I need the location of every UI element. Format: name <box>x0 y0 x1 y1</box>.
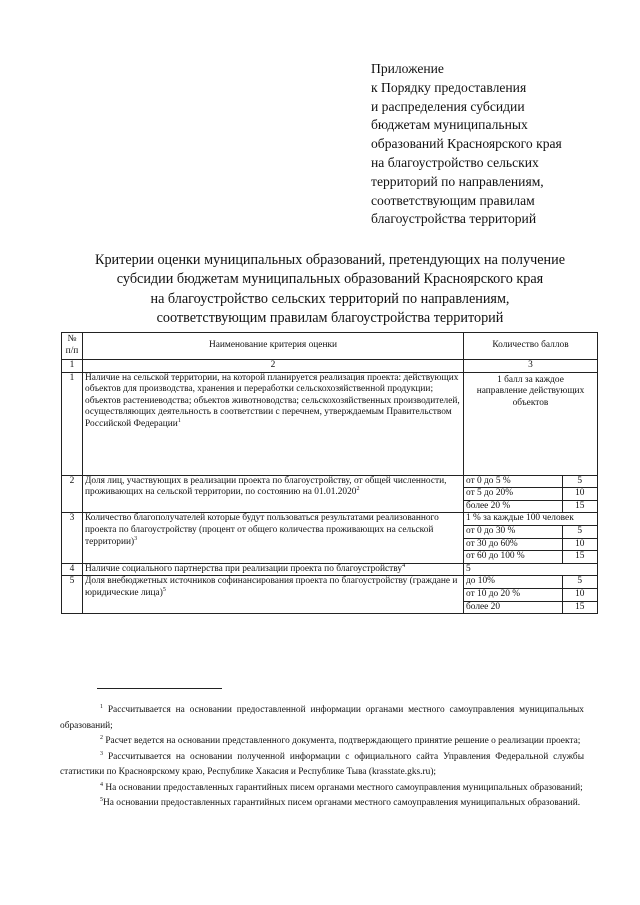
appendix-line: соответствующим правилам <box>371 192 535 208</box>
range-label: от 10 до 20 % <box>464 588 562 601</box>
appendix-line: бюджетам муниципальных <box>371 117 528 133</box>
col-header-number: № п/п <box>62 333 83 360</box>
footnote-mark: 4 <box>402 562 406 569</box>
row-number: 3 <box>62 513 83 563</box>
footnote-mark: 3 <box>100 750 103 757</box>
index-row <box>62 360 598 373</box>
footnote-mark: 1 <box>177 417 181 424</box>
criteria-table <box>61 332 598 614</box>
appendix-line: территорий по направлениям, <box>371 173 544 189</box>
range-points: 10 <box>562 588 597 601</box>
appendix-line: к Порядку предоставления <box>371 79 527 95</box>
footnote: $^4$ На основании предоставленных гарантийных писем органами местного самоуправления муниципальных образований; <box>100 781 583 793</box>
criterion-name: Доля внебюджетных источников софинансирования проекта по благоустройству (граждане и юридические лица)$^5$ <box>83 576 464 614</box>
score-ranges <box>464 576 598 614</box>
table-row <box>62 563 598 576</box>
range-points: 5 <box>562 525 597 538</box>
col-header-score: Количество баллов <box>464 333 598 360</box>
footnote: $^3$ Рассчитывается на основании полученной информации с официального сайта Управления Федеральной службы статистики по Красноярскому краю, Республике Хакасия и Республике Тыва (krasstate.gks.ru); <box>60 750 584 777</box>
header-row <box>62 333 598 360</box>
footnote-mark: 3 <box>134 535 138 542</box>
table-row <box>62 475 598 513</box>
score-ranges <box>464 475 598 513</box>
appendix-note <box>371 60 631 229</box>
range-points: 5 <box>562 476 597 488</box>
range-points: 15 <box>562 500 597 512</box>
score-text: 5 <box>464 563 598 576</box>
footnote: $^1$ Рассчитывается на основании предоставленной информации органами местного самоуправления муниципальных образований; <box>60 703 584 731</box>
score-ranges <box>464 513 598 563</box>
footnote: $^5$На основании предоставленных гарантийных писем органами местного самоуправления муниципальных образований. <box>100 796 581 808</box>
row-number: 2 <box>62 475 83 513</box>
range-points: 10 <box>562 488 597 501</box>
appendix-line: и распределения субсидии <box>371 98 525 114</box>
footnote-mark: 2 <box>100 734 103 741</box>
appendix-line: благоустройства территорий <box>371 211 537 227</box>
footnote-divider <box>97 688 222 689</box>
footnote-mark: 5 <box>162 586 166 593</box>
range-label: от 60 до 100 % <box>466 551 525 562</box>
range-label: от 5 до 20% <box>464 488 562 501</box>
footnotes <box>60 703 584 812</box>
footnote-mark: 4 <box>100 781 103 788</box>
title-line: Критерии оценки муниципальных образований, претендующих на получение <box>94 252 566 268</box>
title-line: субсидии бюджетам муниципальных образований Красноярского края <box>116 271 544 288</box>
range-label: от 30 до 60% <box>464 538 562 551</box>
index-cell: 2 <box>83 360 464 373</box>
row-number: 4 <box>62 563 83 576</box>
title-line: соответствующим правилам благоустройства территорий <box>156 309 504 326</box>
footnote-mark: 2 <box>356 486 360 493</box>
appendix-line: образований Красноярского края <box>371 136 562 152</box>
range-label: более 20 <box>466 601 501 612</box>
range-label: от 0 до 5 % <box>464 476 562 488</box>
table-row <box>62 513 598 563</box>
appendix-line: Приложение <box>371 61 444 76</box>
range-points: 15 <box>562 551 597 563</box>
row-number: 1 <box>62 372 83 475</box>
score-text: 1 балл за каждое направление действующих объектов <box>464 372 598 475</box>
range-points: 5 <box>562 576 597 588</box>
table-row <box>62 372 598 475</box>
index-cell: 1 <box>62 360 83 373</box>
score-head: 1 % за каждые 100 человек <box>464 513 597 525</box>
range-label: более 20 % <box>466 500 511 511</box>
appendix-line: на благоустройство сельских <box>371 154 539 170</box>
criterion-name: Доля лиц, участвующих в реализации проекта по благоустройству, от общей численности, проживающих на сельской территории, по состоянию на 01.01.2020$^2$ <box>83 475 464 513</box>
range-label: от 0 до 30 % <box>464 525 562 538</box>
range-label: до 10% <box>464 576 562 588</box>
title-line: на благоустройство сельских территорий по направлениям, <box>150 290 510 307</box>
footnote: $^2$ Расчет ведется на основании представленного документа, подтверждающего принятие решение о реализации проекта; <box>100 734 581 746</box>
row-number: 5 <box>62 576 83 614</box>
criterion-name: Наличие социального партнерства при реализации проекта по благоустройству$^4$ <box>83 563 464 576</box>
criterion-name: Количество благополучателей которые будут пользоваться результатами реализованного проекта по благоустройству (процент от общего количества проживающих на сельской территории)$^3$ <box>83 513 464 563</box>
col-header-name: Наименование критерия оценки <box>83 333 464 360</box>
range-points: 10 <box>562 538 597 551</box>
document-title <box>40 251 620 328</box>
table-row <box>62 576 598 614</box>
index-cell: 3 <box>464 360 598 373</box>
footnote-mark: 1 <box>100 703 103 710</box>
range-points: 15 <box>562 601 597 613</box>
criterion-name: Наличие на сельской территории, на которой планируется реализация проекта: действующих объектов для производства, хранения и переработки сельскохозяйственной продукции; объектов растениеводства; объектов животноводства; сельскохозяйственных производителей, осуществляющих деятельность в соответствии с перечнем, утверждаемым Правительством Российской Федерации$^1$ <box>83 372 464 475</box>
footnote-mark: 5 <box>100 796 103 803</box>
